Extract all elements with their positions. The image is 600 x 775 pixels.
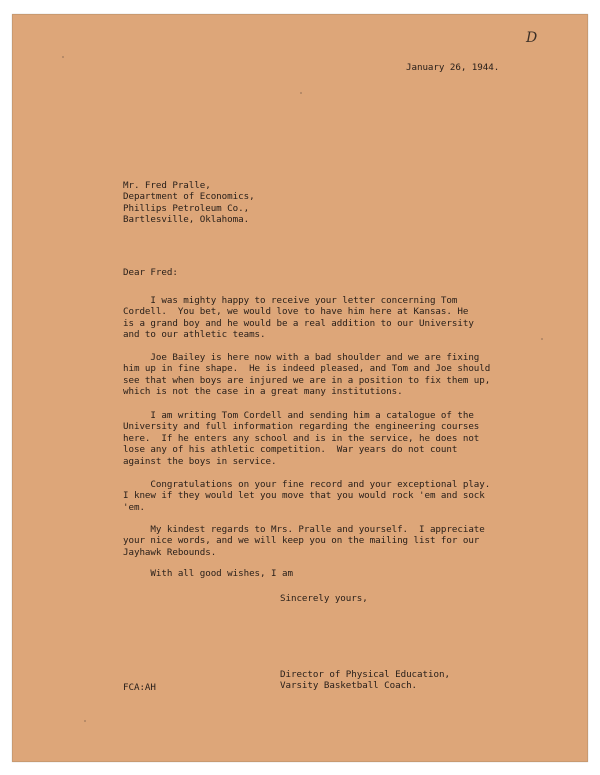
paragraph-line: here. If he enters any school and is in the service, he does not: [123, 432, 480, 444]
paper-speck: [541, 338, 543, 340]
paragraph-line: I knew if they would let you move that you would rock 'em and sock: [123, 490, 485, 502]
address-line: Phillips Petroleum Co.,: [123, 202, 250, 214]
paragraph-line: Joe Bailey is here now with a bad shoulder and we are fixing: [123, 352, 480, 363]
address-line: Bartlesville, Oklahoma.: [123, 214, 250, 226]
signature-line: Director of Physical Education,: [280, 669, 450, 680]
paragraph-4: [123, 479, 533, 513]
paragraph-1: [123, 295, 533, 341]
address-line: Mr. Fred Pralle,: [123, 180, 211, 191]
signature-line: Varsity Basketball Coach.: [280, 680, 418, 692]
paragraph-3: [123, 410, 533, 467]
paragraph-line: My kindest regards to Mrs. Pralle and yourself. I appreciate: [123, 524, 485, 535]
reference-initials: FCA:AH: [123, 682, 156, 693]
paragraph-line: lose any of his athletic competition. War years do not count: [123, 444, 458, 456]
paragraph-line: Cordell. You bet, we would love to have him here at Kansas. He: [123, 306, 469, 318]
paragraph-5: [123, 524, 533, 558]
paragraph-line: Congratulations on your fine record and your exceptional play.: [123, 479, 491, 490]
paragraph-line: I was mighty happy to receive your letter concerning Tom: [123, 295, 458, 306]
paragraph-line: see that when boys are injured we are in a position to fix them up,: [123, 374, 491, 386]
paragraph-line: against the boys in service.: [123, 455, 277, 467]
signature-block: [280, 669, 450, 692]
paragraph-line: which is not the case in a great many institutions.: [123, 386, 403, 398]
paper-speck: [62, 56, 64, 58]
recipient-address: [123, 180, 255, 226]
handwritten-page-mark: D: [526, 30, 538, 46]
paper-speck: [84, 720, 86, 722]
address-line: Department of Economics,: [123, 191, 255, 203]
complimentary-closing: Sincerely yours,: [280, 593, 368, 604]
paragraph-line: him up in fine shape. He is indeed pleased, and Tom and Joe should: [123, 363, 491, 375]
paragraph-6: [123, 568, 533, 579]
paragraph-line: I am writing Tom Cordell and sending him a catalogue of the: [123, 410, 474, 421]
paragraph-line: 'em.: [123, 501, 145, 513]
salutation: Dear Fred:: [123, 267, 178, 278]
paragraph-line: Jayhawk Rebounds.: [123, 546, 217, 558]
paragraph-line: is a grand boy and he would be a real addition to our University: [123, 317, 474, 329]
paragraph-line: University and full information regarding the engineering courses: [123, 421, 480, 433]
paragraph-line: your nice words, and we will keep you on the mailing list for our: [123, 535, 480, 547]
paragraph-line: With all good wishes, I am: [123, 568, 293, 579]
paragraph-2: [123, 352, 533, 398]
paper-speck: [300, 92, 302, 94]
letter-date: January 26, 1944.: [406, 62, 500, 73]
paragraph-line: and to our athletic teams.: [123, 329, 266, 341]
